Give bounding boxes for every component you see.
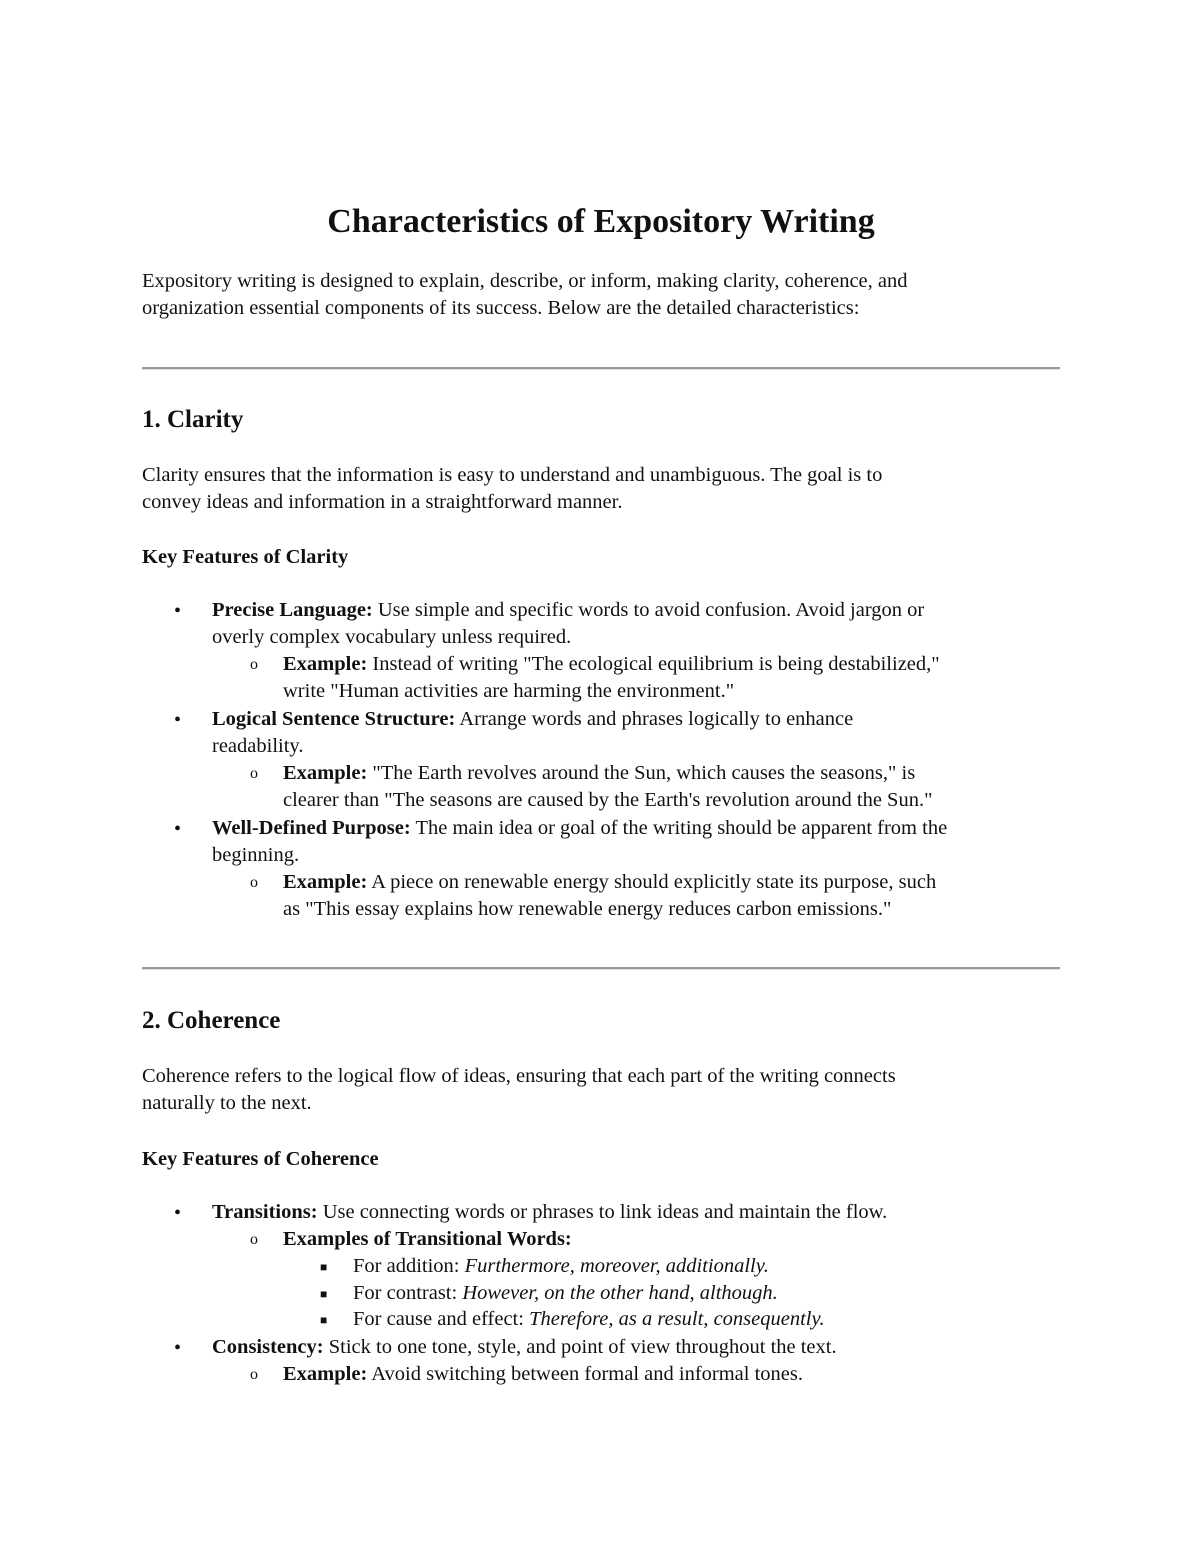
section-divider [142, 967, 1060, 970]
sub-sub-list-item [353, 1306, 825, 1333]
bullet-disc: • [174, 1202, 182, 1224]
item-label: Consistency: [212, 1336, 324, 1358]
item-text: Stick to one tone, style, and point of view throughout the text. [323, 1336, 837, 1358]
clarity-desc-line-1: Clarity ensures that the information is easy to understand and unambiguous. The goal is to [142, 464, 883, 486]
item-text-continued: overly complex vocabulary unless required. [212, 626, 572, 648]
bullet-circle: o [250, 765, 258, 782]
example-text: A piece on renewable energy should explicitly state its purpose, such [367, 871, 937, 893]
sub-sub-list-item [353, 1253, 769, 1280]
clarity-features-heading: Key Features of Clarity [142, 546, 349, 568]
item-label: Precise Language: [212, 599, 373, 621]
example-text-continued: as "This essay explains how renewable energy reduces carbon emissions." [283, 898, 892, 920]
bullet-circle: o [250, 656, 258, 673]
example-text-continued: clearer than "The seasons are caused by the Earth's revolution around the Sun." [283, 789, 933, 811]
item-label: Transitions: [212, 1201, 318, 1223]
item-text: The main idea or goal of the writing should be apparent from the [410, 817, 948, 839]
transition-prefix: For contrast: [353, 1282, 463, 1304]
list-item [212, 706, 853, 733]
example-text: Avoid switching between formal and informal tones. [367, 1363, 803, 1385]
sub-list-item [283, 651, 940, 678]
coherence-features-heading: Key Features of Coherence [142, 1148, 379, 1170]
example-text-continued: write "Human activities are harming the environment." [283, 680, 735, 702]
item-text: Arrange words and phrases logically to enhance [455, 708, 854, 730]
example-label: Example: [283, 871, 368, 893]
coherence-desc-line-1: Coherence refers to the logical flow of ideas, ensuring that each part of the writing connects [142, 1065, 896, 1087]
list-item [212, 1199, 887, 1226]
item-text-continued: readability. [212, 735, 304, 757]
example-label: Example: [283, 1363, 368, 1385]
transition-examples: Therefore, as a result, consequently. [529, 1308, 825, 1330]
sub-list-item [283, 869, 936, 896]
bullet-disc: • [174, 818, 182, 840]
item-label: Well-Defined Purpose: [212, 817, 411, 839]
list-item [212, 1334, 837, 1361]
bullet-disc: • [174, 600, 182, 622]
bullet-circle: o [250, 874, 258, 891]
clarity-heading: 1. Clarity [142, 406, 244, 433]
example-text: "The Earth revolves around the Sun, which causes the seasons," is [367, 762, 916, 784]
example-text: Instead of writing "The ecological equilibrium is being destabilized," [367, 653, 940, 675]
sub-list-item [283, 1226, 572, 1253]
transition-prefix: For cause and effect: [353, 1308, 530, 1330]
bullet-square: ■ [320, 1287, 328, 1301]
item-text: Use simple and specific words to avoid confusion. Avoid jargon or [372, 599, 925, 621]
bullet-circle: o [250, 1366, 258, 1383]
section-divider [142, 367, 1060, 370]
item-text: Use connecting words or phrases to link ideas and maintain the flow. [317, 1201, 888, 1223]
sub-sub-list-item [353, 1280, 778, 1307]
sub-list-item [283, 1361, 803, 1388]
bullet-disc: • [174, 1337, 182, 1359]
sub-item-label: Examples of Transitional Words: [283, 1228, 572, 1250]
item-label: Logical Sentence Structure: [212, 708, 456, 730]
transition-examples: However, on the other hand, although. [462, 1282, 778, 1304]
example-label: Example: [283, 653, 368, 675]
bullet-square: ■ [320, 1313, 328, 1327]
item-text-continued: beginning. [212, 844, 300, 866]
coherence-desc-line-2: naturally to the next. [142, 1092, 312, 1114]
sub-list-item [283, 760, 915, 787]
bullet-square: ■ [320, 1260, 328, 1274]
list-item [212, 815, 947, 842]
bullet-disc: • [174, 709, 182, 731]
list-item [212, 597, 924, 624]
transition-examples: Furthermore, moreover, additionally. [464, 1255, 769, 1277]
intro-line-2: organization essential components of its success. Below are the detailed characteristics: [142, 297, 860, 319]
transition-prefix: For addition: [353, 1255, 465, 1277]
coherence-heading: 2. Coherence [142, 1007, 281, 1034]
page-title: Characteristics of Expository Writing [327, 203, 875, 240]
example-label: Example: [283, 762, 368, 784]
clarity-desc-line-2: convey ideas and information in a straightforward manner. [142, 491, 623, 513]
intro-line-1: Expository writing is designed to explain, describe, or inform, making clarity, coherence, and [142, 270, 908, 292]
bullet-circle: o [250, 1231, 258, 1248]
